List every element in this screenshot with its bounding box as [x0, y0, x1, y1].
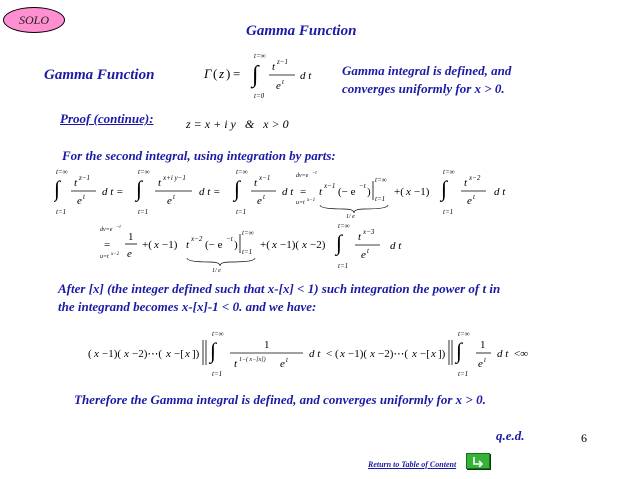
svg-text:−1): −1): [414, 186, 430, 198]
svg-text:u=t: u=t: [296, 200, 305, 206]
svg-text:∫: ∫: [54, 176, 61, 201]
svg-text:t=∞: t=∞: [242, 229, 254, 237]
svg-text:t=1: t=1: [458, 370, 469, 378]
svg-text:(: (: [213, 66, 218, 81]
svg-text:x: x: [412, 348, 417, 360]
svg-text:t=∞: t=∞: [254, 52, 266, 60]
svg-text:t=1: t=1: [443, 208, 454, 216]
svg-text:d t: d t: [300, 70, 312, 82]
svg-text:∫: ∫: [252, 62, 259, 88]
note-line-1: Gamma integral is defined, and: [342, 63, 512, 78]
svg-text:e: e: [280, 358, 285, 370]
svg-text:1−( x−[x]): 1−( x−[x]): [239, 357, 266, 363]
svg-text:t: t: [464, 177, 468, 189]
svg-text:d t =: d t =: [199, 186, 221, 198]
svg-text:e: e: [127, 248, 132, 260]
svg-text:∫: ∫: [234, 176, 241, 201]
svg-text:e: e: [77, 195, 82, 207]
svg-text:Γ: Γ: [204, 66, 212, 81]
svg-text:< (: < (: [326, 348, 339, 360]
svg-text:e: e: [361, 249, 366, 261]
svg-text:): ): [367, 186, 371, 198]
svg-text:t=∞: t=∞: [443, 168, 455, 176]
svg-text:t: t: [272, 61, 276, 73]
svg-text:−2)⋯(: −2)⋯(: [132, 348, 163, 360]
svg-text:t=∞: t=∞: [375, 176, 387, 184]
svg-text:−[: −[: [174, 348, 184, 360]
svg-text:dv=e: dv=e: [296, 173, 309, 179]
svg-text:−1)(: −1)(: [280, 239, 300, 251]
svg-text:x: x: [431, 348, 436, 360]
svg-text:t=1: t=1: [375, 195, 386, 203]
svg-text:1/ e: 1/ e: [212, 268, 221, 274]
note-line-2: converges uniformly for x > 0.: [342, 81, 505, 96]
svg-text:=: =: [300, 186, 307, 198]
svg-text:t=∞: t=∞: [212, 330, 224, 338]
proof-label-text: Proof (continue):: [60, 111, 154, 126]
svg-text:x−1: x−1: [259, 174, 271, 182]
svg-text:x: x: [406, 186, 411, 198]
svg-text:]): ]): [438, 348, 446, 360]
svg-text:x: x: [340, 348, 345, 360]
svg-text:t: t: [367, 247, 369, 255]
svg-text:e: e: [167, 195, 172, 207]
svg-text:x−2: x−2: [111, 252, 120, 257]
svg-text:u=t: u=t: [100, 254, 109, 260]
svg-text:(− e: (− e: [205, 239, 223, 251]
svg-text:t: t: [173, 193, 175, 201]
svg-text:=: =: [233, 66, 241, 81]
svg-text:): ): [234, 239, 238, 251]
svg-text:x: x: [124, 348, 129, 360]
svg-text:t=∞: t=∞: [458, 330, 470, 338]
svg-text:−t: −t: [312, 171, 317, 176]
svg-text:t=1: t=1: [236, 208, 247, 216]
svg-text:z: z: [219, 66, 225, 81]
svg-text:+(: +(: [142, 239, 152, 251]
svg-text:−2): −2): [310, 239, 326, 251]
svg-text:dv=e: dv=e: [100, 227, 113, 233]
svg-text:1: 1: [480, 339, 486, 351]
gamma-definition-formula: [200, 48, 330, 104]
svg-text:t: t: [254, 177, 258, 189]
svg-text:−[: −[: [420, 348, 430, 360]
return-to-toc-button[interactable]: [466, 453, 490, 469]
svg-text:1: 1: [264, 339, 270, 351]
integration-by-parts-heading: For the second integral, using integration by parts:: [62, 148, 336, 163]
svg-text:x: x: [154, 239, 159, 251]
svg-text:d t: d t: [497, 348, 509, 360]
svg-text:+(: +(: [260, 239, 270, 251]
svg-text:x: x: [185, 348, 190, 360]
svg-text:(: (: [88, 348, 92, 360]
svg-text:x−1: x−1: [324, 182, 336, 190]
svg-text:∫: ∫: [336, 230, 343, 255]
svg-text:x: x: [272, 239, 277, 251]
svg-text:−t: −t: [226, 235, 233, 243]
conclusion-text: Therefore the Gamma integral is defined, and converges uniformly for x > 0.: [74, 392, 486, 407]
svg-text:x: x: [94, 348, 99, 360]
svg-text:t=1: t=1: [212, 370, 223, 378]
svg-text:d t: d t: [390, 240, 402, 252]
svg-text:x−3: x−3: [363, 228, 375, 236]
svg-text:e: e: [257, 195, 262, 207]
svg-text:): ): [226, 66, 231, 81]
svg-text:t: t: [282, 78, 284, 86]
proof-label: [60, 111, 154, 127]
svg-text:t=∞: t=∞: [138, 168, 150, 176]
qed-label: q.e.d.: [496, 428, 525, 443]
svg-text:t=1: t=1: [138, 208, 149, 216]
section-title: Gamma Function: [44, 67, 155, 83]
integration-by-parts-line-2: [100, 222, 460, 274]
svg-text:z−1: z−1: [277, 58, 288, 66]
return-arrow-icon: [471, 455, 485, 467]
svg-text:t: t: [286, 356, 288, 364]
svg-text:t=∞: t=∞: [236, 168, 248, 176]
svg-text:−1)(: −1)(: [102, 348, 122, 360]
svg-text:z−1: z−1: [79, 174, 90, 182]
svg-text:d t: d t: [282, 186, 294, 198]
svg-text:∫: ∫: [456, 338, 463, 363]
svg-text:x: x: [302, 239, 307, 251]
paragraph-line-2: the integrand becomes x-[x]-1 < 0. and we have:: [58, 299, 317, 314]
convergence-inequality: [88, 330, 558, 382]
return-to-toc-link[interactable]: Return to Table of Content: [368, 460, 457, 469]
svg-text:t: t: [319, 186, 323, 198]
svg-text:e: e: [467, 195, 472, 207]
convergence-note: [342, 62, 582, 98]
svg-text:t: t: [473, 193, 475, 201]
page-number: 6: [581, 431, 587, 445]
svg-text:x+i y−1: x+i y−1: [163, 174, 186, 182]
svg-text:d t: d t: [309, 348, 321, 360]
svg-text:]): ]): [192, 348, 200, 360]
svg-text:1/ e: 1/ e: [346, 214, 355, 218]
integration-by-parts-line-1: [54, 168, 584, 218]
svg-text:∫: ∫: [441, 176, 448, 201]
after-integration-paragraph: [58, 280, 618, 316]
svg-text:(− e: (− e: [338, 186, 356, 198]
svg-text:e: e: [276, 80, 281, 92]
paragraph-line-1: After [x] (the integer defined such that x-[x] < 1) such integration the power of t in: [58, 281, 501, 296]
svg-text:d t: d t: [494, 186, 506, 198]
svg-text:−2)⋯(: −2)⋯(: [378, 348, 409, 360]
svg-text:x: x: [166, 348, 171, 360]
svg-text:t: t: [74, 177, 78, 189]
svg-text:t: t: [234, 358, 238, 370]
svg-text:t=1: t=1: [338, 262, 349, 270]
solo-badge-label: SOLO: [18, 12, 49, 27]
svg-text:−t: −t: [116, 225, 121, 230]
solo-badge: [3, 7, 65, 33]
svg-text:t: t: [358, 231, 362, 243]
page-title: Gamma Function: [246, 23, 357, 39]
svg-text:=: =: [104, 239, 111, 251]
svg-text:x−2: x−2: [469, 174, 481, 182]
svg-text:t=∞: t=∞: [338, 222, 350, 230]
svg-text:t: t: [83, 193, 85, 201]
svg-text:−1)(: −1)(: [348, 348, 368, 360]
svg-text:x−1: x−1: [307, 198, 316, 203]
svg-text:d t =: d t =: [102, 186, 124, 198]
svg-text:x: x: [370, 348, 375, 360]
svg-text:t=1: t=1: [242, 248, 253, 256]
svg-text:e: e: [478, 358, 483, 370]
svg-text:t: t: [263, 193, 265, 201]
svg-text:<∞: <∞: [514, 348, 529, 360]
svg-text:1: 1: [128, 231, 134, 243]
svg-text:x−2: x−2: [191, 235, 203, 243]
svg-text:t: t: [484, 356, 486, 364]
svg-text:∫: ∫: [210, 338, 217, 363]
proof-conditions: z = x + i y & x > 0: [186, 117, 289, 131]
svg-text:t=1: t=1: [56, 208, 67, 216]
svg-text:t: t: [186, 239, 190, 251]
svg-text:t=0: t=0: [254, 92, 265, 100]
svg-text:t=∞: t=∞: [56, 168, 68, 176]
svg-text:−t: −t: [359, 182, 366, 190]
svg-text:∫: ∫: [136, 176, 143, 201]
svg-text:−1): −1): [162, 239, 178, 251]
svg-text:t: t: [158, 177, 162, 189]
svg-text:+(: +(: [394, 186, 404, 198]
